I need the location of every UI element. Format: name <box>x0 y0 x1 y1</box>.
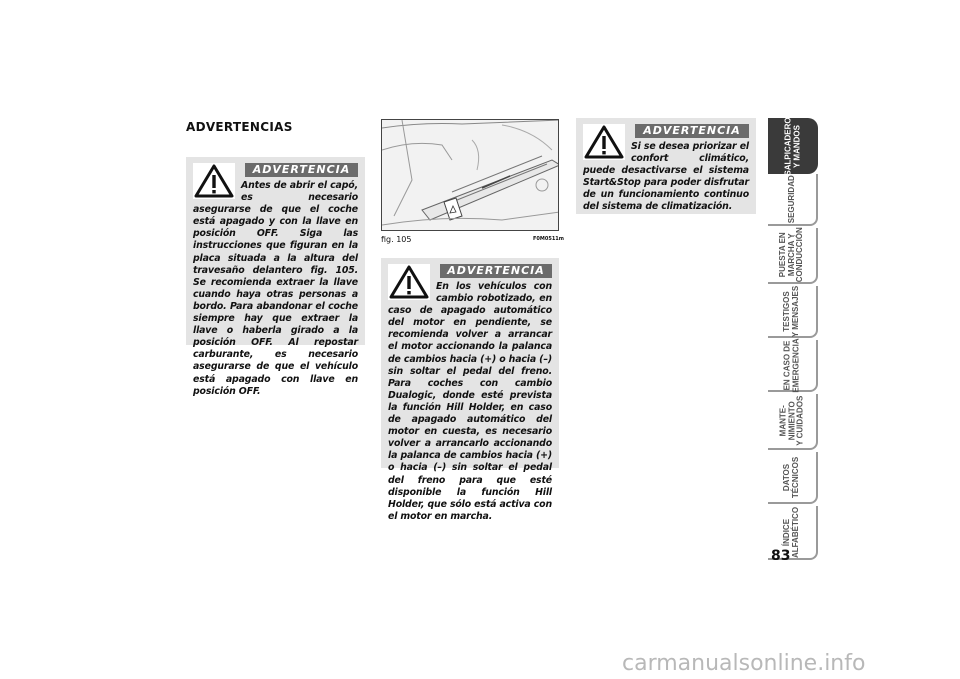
tab-label: ÍNDICE ALFABÉTICO <box>782 506 801 558</box>
warning-box-capo <box>186 157 365 397</box>
tab-label: EN CASO DE EMERGENCIA <box>782 337 801 393</box>
crossmember-label-drawing <box>382 120 559 231</box>
warning-header: ADVERTENCIA <box>440 264 552 278</box>
warning-box-start-stop <box>576 118 756 214</box>
tab-datos-tecnicos[interactable] <box>768 452 818 504</box>
warning-text: Si se desea priorizar el confort climático, puede desactivarse el sistema Start&Stop para poder disfrutar de un funcionamiento continuo del sistema de climatización. <box>583 141 749 213</box>
warning-text: Antes de abrir el capó, es necesario asegurarse de que el coche está apagado y con la llave en posición OFF. Siga las instrucciones que figuran en la placa situada a la altura del travesaño delantero fig. 105. Se recomienda extraer la llave cuando haya otras personas a bordo. Para abandonar el coche siempre hay que extraer la llave o haberla girado a la posición OFF. Al repostar carburante, es necesario asegurarse de que el vehículo está apagado con llave en posición OFF. <box>193 180 358 397</box>
warning-header: ADVERTENCIA <box>635 124 749 138</box>
tab-label: PUESTA EN MARCHA Y CONDUCCIÓN <box>778 227 805 283</box>
tab-seguridad[interactable] <box>768 174 818 226</box>
tab-salpicadero[interactable] <box>768 118 818 174</box>
figure-label: fig. 105 <box>381 235 412 244</box>
page-number: 83 <box>771 548 791 564</box>
tab-mantenimiento[interactable] <box>768 394 818 450</box>
figure-code: F0M0511m <box>533 236 564 242</box>
tab-label: SEGURIDAD <box>786 174 796 224</box>
warning-box-robotized <box>381 258 559 522</box>
warning-triangle-icon <box>583 124 625 160</box>
section-title: ADVERTENCIAS <box>186 120 293 134</box>
watermark: carmanualsonline.info <box>622 651 866 676</box>
tab-puesta-en-marcha[interactable] <box>768 228 818 284</box>
tab-label: MANTE- NIMIENTO Y CUIDADOS <box>778 395 805 447</box>
tab-emergencia[interactable] <box>768 337 818 393</box>
engine-bay-illustration <box>381 119 559 231</box>
tab-label: TESTIGOS Y MENSAJES <box>782 285 800 337</box>
tab-label: SALPICADERO Y MANDOS <box>783 116 802 176</box>
warning-triangle-icon <box>388 264 430 300</box>
warning-text: En los vehículos con cambio robotizado, en caso de apagado automático del motor en pendiente, se recomienda volver a arrancar el motor accionando la palanca de cambios hacia (+) o hacia (–) sin soltar el pedal del freno. Para coches con cambio Dualogic, donde esté prevista la función Hill Holder, en caso de apagado automático del motor en cuesta, es necesario volver a arrancarlo accionando la palanca de cambios hacia (+) o hacia (–) sin soltar el pedal del freno para que esté disponible la función Hill Holder, que sólo está activa con el motor en marcha. <box>388 281 552 522</box>
warning-header: ADVERTENCIA <box>245 163 358 177</box>
tab-label: DATOS TÉCNICOS <box>782 456 800 498</box>
warning-triangle-icon <box>193 163 235 199</box>
tab-testigos[interactable] <box>768 286 818 338</box>
